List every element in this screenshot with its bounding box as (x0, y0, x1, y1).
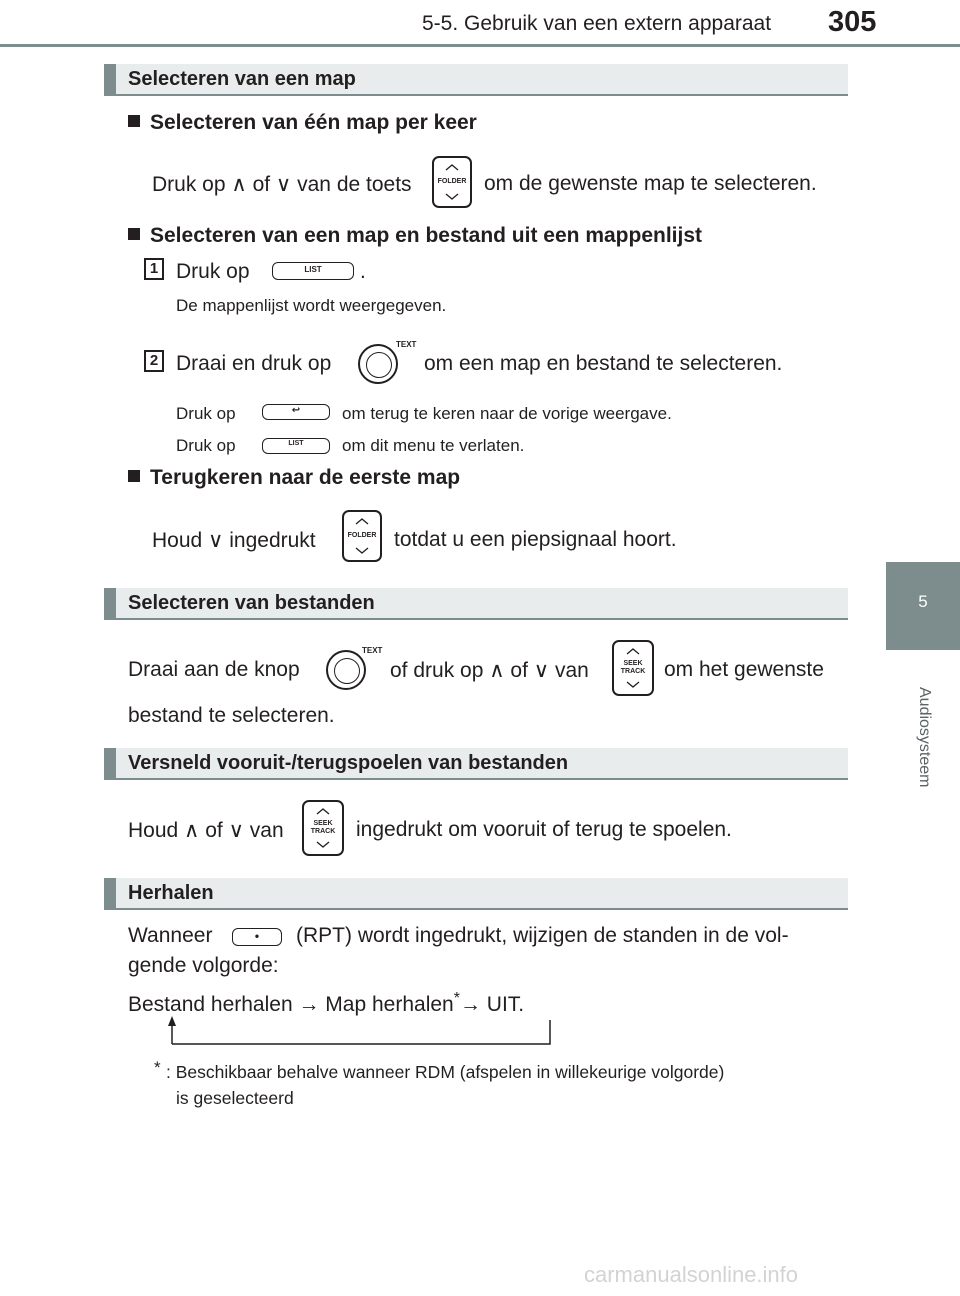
header-rule (0, 44, 960, 47)
folder-button-icon: FOLDER (342, 510, 382, 562)
square-bullet-icon (128, 228, 140, 240)
folder-button-icon: FOLDER (432, 156, 472, 208)
body-text: Houd ∨ ingedrukt (152, 529, 316, 552)
body-text: Bestand herhalen → Map herhalen*→ UIT. (128, 990, 525, 1016)
body-text: . (360, 260, 366, 283)
footnote-text: : Beschikbaar behalve wanneer RDM (afspelen in willekeurige volgorde) (166, 1062, 725, 1082)
knob-label: TEXT (396, 340, 417, 349)
body-text: Druk op ∧ of ∨ van de toets (152, 173, 412, 196)
body-text: (RPT) wordt ingedrukt, wijzigen de standen in de vol- (296, 924, 789, 947)
chapter-label: Audiosysteem (916, 687, 933, 788)
body-text: om de gewenste map te selecteren. (484, 172, 817, 195)
body-text: Wanneer (128, 924, 213, 947)
step-number: 1 (144, 258, 164, 280)
running-header-title: 5-5. Gebruik van een extern apparaat (422, 12, 772, 35)
back-button-icon: ↩ (262, 404, 330, 420)
rpt-button-icon: • (232, 928, 282, 946)
footnote-text: is geselecteerd (176, 1088, 294, 1108)
footnote-star: * (154, 1058, 161, 1077)
section-heading-folder: Selecteren van een map (104, 64, 848, 96)
tune-knob-icon (326, 650, 366, 690)
body-text: om het gewenste (664, 658, 824, 681)
note-text: Druk op (176, 436, 236, 455)
note-text: om dit menu te verlaten. (342, 436, 525, 455)
body-text: Draai en druk op (176, 352, 332, 375)
seek-track-button-icon: SEEK TRACK (612, 640, 654, 696)
watermark: carmanualsonline.info (584, 1262, 799, 1287)
step-note: De mappenlijst wordt weergegeven. (176, 296, 447, 315)
body-text: Draai aan de knop (128, 658, 300, 681)
chapter-number: 5 (918, 592, 928, 611)
tune-knob-icon (358, 344, 398, 384)
page-number: 305 (828, 6, 877, 38)
list-button-icon: LIST (262, 438, 330, 454)
section-heading-fast-forward: Versneld vooruit-/terugspoelen van bestanden (104, 748, 848, 780)
note-text: om terug te keren naar de vorige weergave. (342, 404, 672, 423)
square-bullet-icon (128, 115, 140, 127)
body-text: of druk op ∧ of ∨ van (390, 659, 589, 682)
subsection-heading: Terugkeren naar de eerste map (128, 466, 460, 490)
list-button-icon: LIST (272, 262, 354, 280)
body-text: om een map en bestand te selecteren. (424, 352, 783, 375)
note-text: Druk op (176, 404, 236, 423)
body-text: ingedrukt om vooruit of terug te spoelen. (356, 818, 732, 841)
knob-label: TEXT (362, 646, 383, 655)
body-text: totdat u een piepsignaal hoort. (394, 528, 677, 551)
section-heading-files: Selecteren van bestanden (104, 588, 848, 620)
step-number: 2 (144, 350, 164, 372)
body-text: bestand te selecteren. (128, 704, 335, 727)
repeat-cycle-arrow-icon (160, 1014, 560, 1050)
body-text: gende volgorde: (128, 954, 279, 977)
square-bullet-icon (128, 470, 140, 482)
section-heading-repeat: Herhalen (104, 878, 848, 910)
subsection-heading: Selecteren van een map en bestand uit een mappenlijst (128, 224, 702, 248)
subsection-heading: Selecteren van één map per keer (128, 111, 477, 135)
body-text: Druk op (176, 260, 250, 283)
body-text: Houd ∧ of ∨ van (128, 819, 284, 842)
seek-track-button-icon: SEEK TRACK (302, 800, 344, 856)
